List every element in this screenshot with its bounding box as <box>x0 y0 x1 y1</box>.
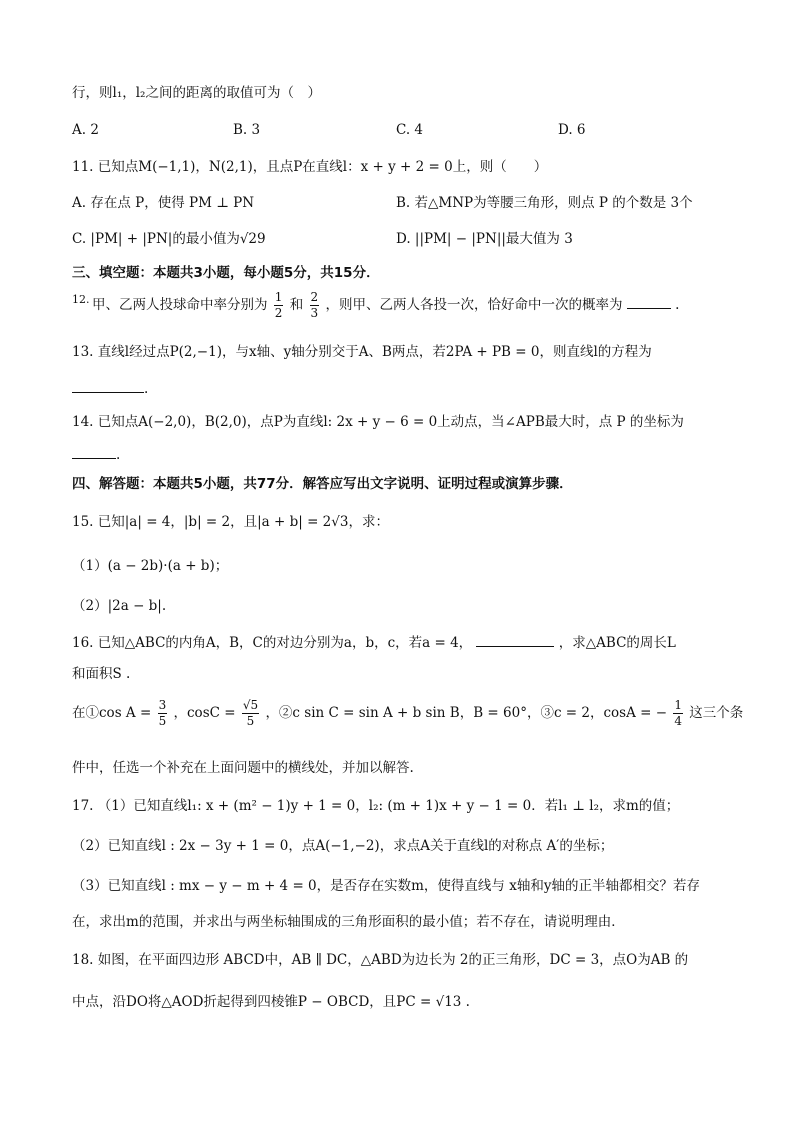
q14-answer-line <box>72 444 120 465</box>
q17-part-2: （2）已知直线l : 2x − 3y + 1 = 0，点A(−1,−2)，求点A关于直线l的对称点 A′的坐标； <box>72 838 614 854</box>
q11-option-b: B. 若△MNP为等腰三角形，则点 P 的个数是 3个 <box>396 195 693 211</box>
q12-text-b: 和 <box>289 297 304 313</box>
q16-cond-3-tail: 这三个条 <box>689 705 744 721</box>
q14-stem: 14. 已知点A(−2,0)，B(2,0)，点P为直线l: 2x + y − 6 = 0上动点，当∠APB最大时，点 P 的坐标为 <box>72 414 684 430</box>
q13-stem: 13. 直线l经过点P(2,−1)，与x轴、y轴分别交于A、B两点，若2PA + PB = 0，则直线l的方程为 <box>72 344 652 360</box>
q12-number: 12. <box>72 293 90 306</box>
q15-stem: 15. 已知|a| = 4，|b| = 2，且|a + b| = 2√3，求： <box>72 514 389 530</box>
q16-conditions-line <box>72 698 743 729</box>
q13-end: . <box>144 381 149 397</box>
q10-option-c: C. 4 <box>396 122 424 138</box>
q12-text-c: ，则甲、乙两人各投一次，恰好命中一次的概率为 <box>325 297 623 313</box>
q16-fraction-cosA: $\frac{3}{5}$ <box>158 698 167 728</box>
q17-part-1: 17. （1）已知直线l₁: x + (m² − 1)y + 1 = 0，l₂: (m + 1)x + y − 1 = 0．若l₁ ⊥ l₂，求m的值； <box>72 798 680 814</box>
q16-cond-1-pre: 在①cos A = <box>72 705 152 721</box>
q16-cond-1-mid: ，cosC = <box>173 705 236 721</box>
q16-line-2: 和面积S . <box>72 666 131 682</box>
q11-option-d: D. ||PM| − |PN||最大值为 3 <box>396 231 573 247</box>
section-4-heading: 四、解答题：本题共5小题，共77分．解答应写出文字说明、证明过程或演算步骤． <box>72 476 573 492</box>
q11-stem: 11. 已知点M(−1,1)，N(2,1)，且点P在直线l：x + y + 2 = 0上，则（ ） <box>72 159 548 175</box>
q10-option-a: A. 2 <box>72 122 99 138</box>
q10-tail-text: 行，则l₁，l₂之间的距离的取值可为（ ） <box>72 85 321 101</box>
q16-line-4: 件中，任选一个补充在上面问题中的横线处，并加以解答. <box>72 760 414 776</box>
q17-part-3b: 在，求出m的范围，并求出与两坐标轴围成的三角形面积的最小值；若不存在，请说明理由． <box>72 914 625 930</box>
q10-option-b: B. 3 <box>233 122 261 138</box>
q15-part-2: （2）|2a − b|. <box>72 598 167 614</box>
q18-line-1: 18. 如图，在平面四边形 ABCD中，AB ∥ DC，△ABD为边长为 2的正三角形，DC = 3，点O为AB 的 <box>72 952 689 968</box>
q16-stem-b: ，求△ABC的周长L <box>558 635 676 651</box>
q12-line <box>92 290 679 321</box>
q12-end: . <box>675 297 680 313</box>
q11-option-a: A. 存在点 P，使得 PM ⊥ PN <box>72 195 255 211</box>
q12-fraction-2: $\frac{2}{3}$ <box>310 290 319 320</box>
q16-stem-line <box>72 632 676 653</box>
section-3-heading: 三、填空题：本题共3小题，每小题5分，共15分． <box>72 265 380 281</box>
q18-line-2: 中点，沿DO将△AOD折起得到四棱锥P − OBCD，且PC = √13 . <box>72 994 470 1010</box>
q16-cond-2: ，②c sin C = sin A + b sin B，B = 60°，③c = 2，cosA = − <box>265 705 668 721</box>
q13-answer-line <box>72 378 148 399</box>
q15-part-1: （1）(a − 2b)·(a + b)； <box>72 558 229 574</box>
q12-fraction-1: $\frac{1}{2}$ <box>274 290 283 320</box>
q12-text-a: 甲、乙两人投球命中率分别为 <box>92 297 268 313</box>
q10-option-d: D. 6 <box>558 122 586 138</box>
q11-option-c: C. |PM| + |PN|的最小值为√29 <box>72 231 266 247</box>
q16-condition-blank <box>476 632 554 647</box>
q14-answer-blank <box>72 444 116 459</box>
q14-end: . <box>116 447 121 463</box>
q16-fraction-cosA-3: $\frac{1}{4}$ <box>674 698 682 728</box>
q12-answer-blank <box>627 294 671 309</box>
q17-part-3: （3）已知直线l : mx − y − m + 4 = 0，是否存在实数m，使得直线与 x轴和y轴的正半轴都相交？若存 <box>72 878 700 894</box>
q13-answer-blank <box>72 378 144 393</box>
q16-fraction-cosC: $\frac{√5}{5}$ <box>242 698 259 728</box>
q16-stem-a: 16. 已知△ABC的内角A，B，C的对边分别为a，b，c，若a = 4， <box>72 635 473 651</box>
